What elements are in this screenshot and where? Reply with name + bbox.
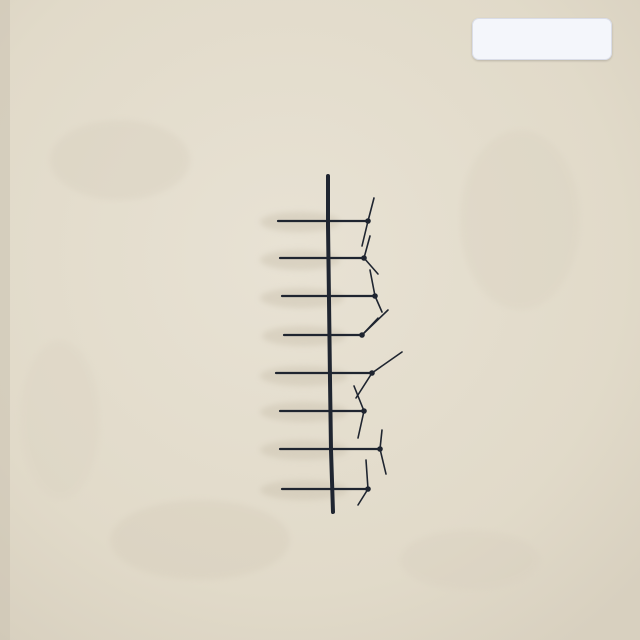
pad-edge-shadow [0, 0, 10, 640]
label-sticker [472, 18, 612, 60]
